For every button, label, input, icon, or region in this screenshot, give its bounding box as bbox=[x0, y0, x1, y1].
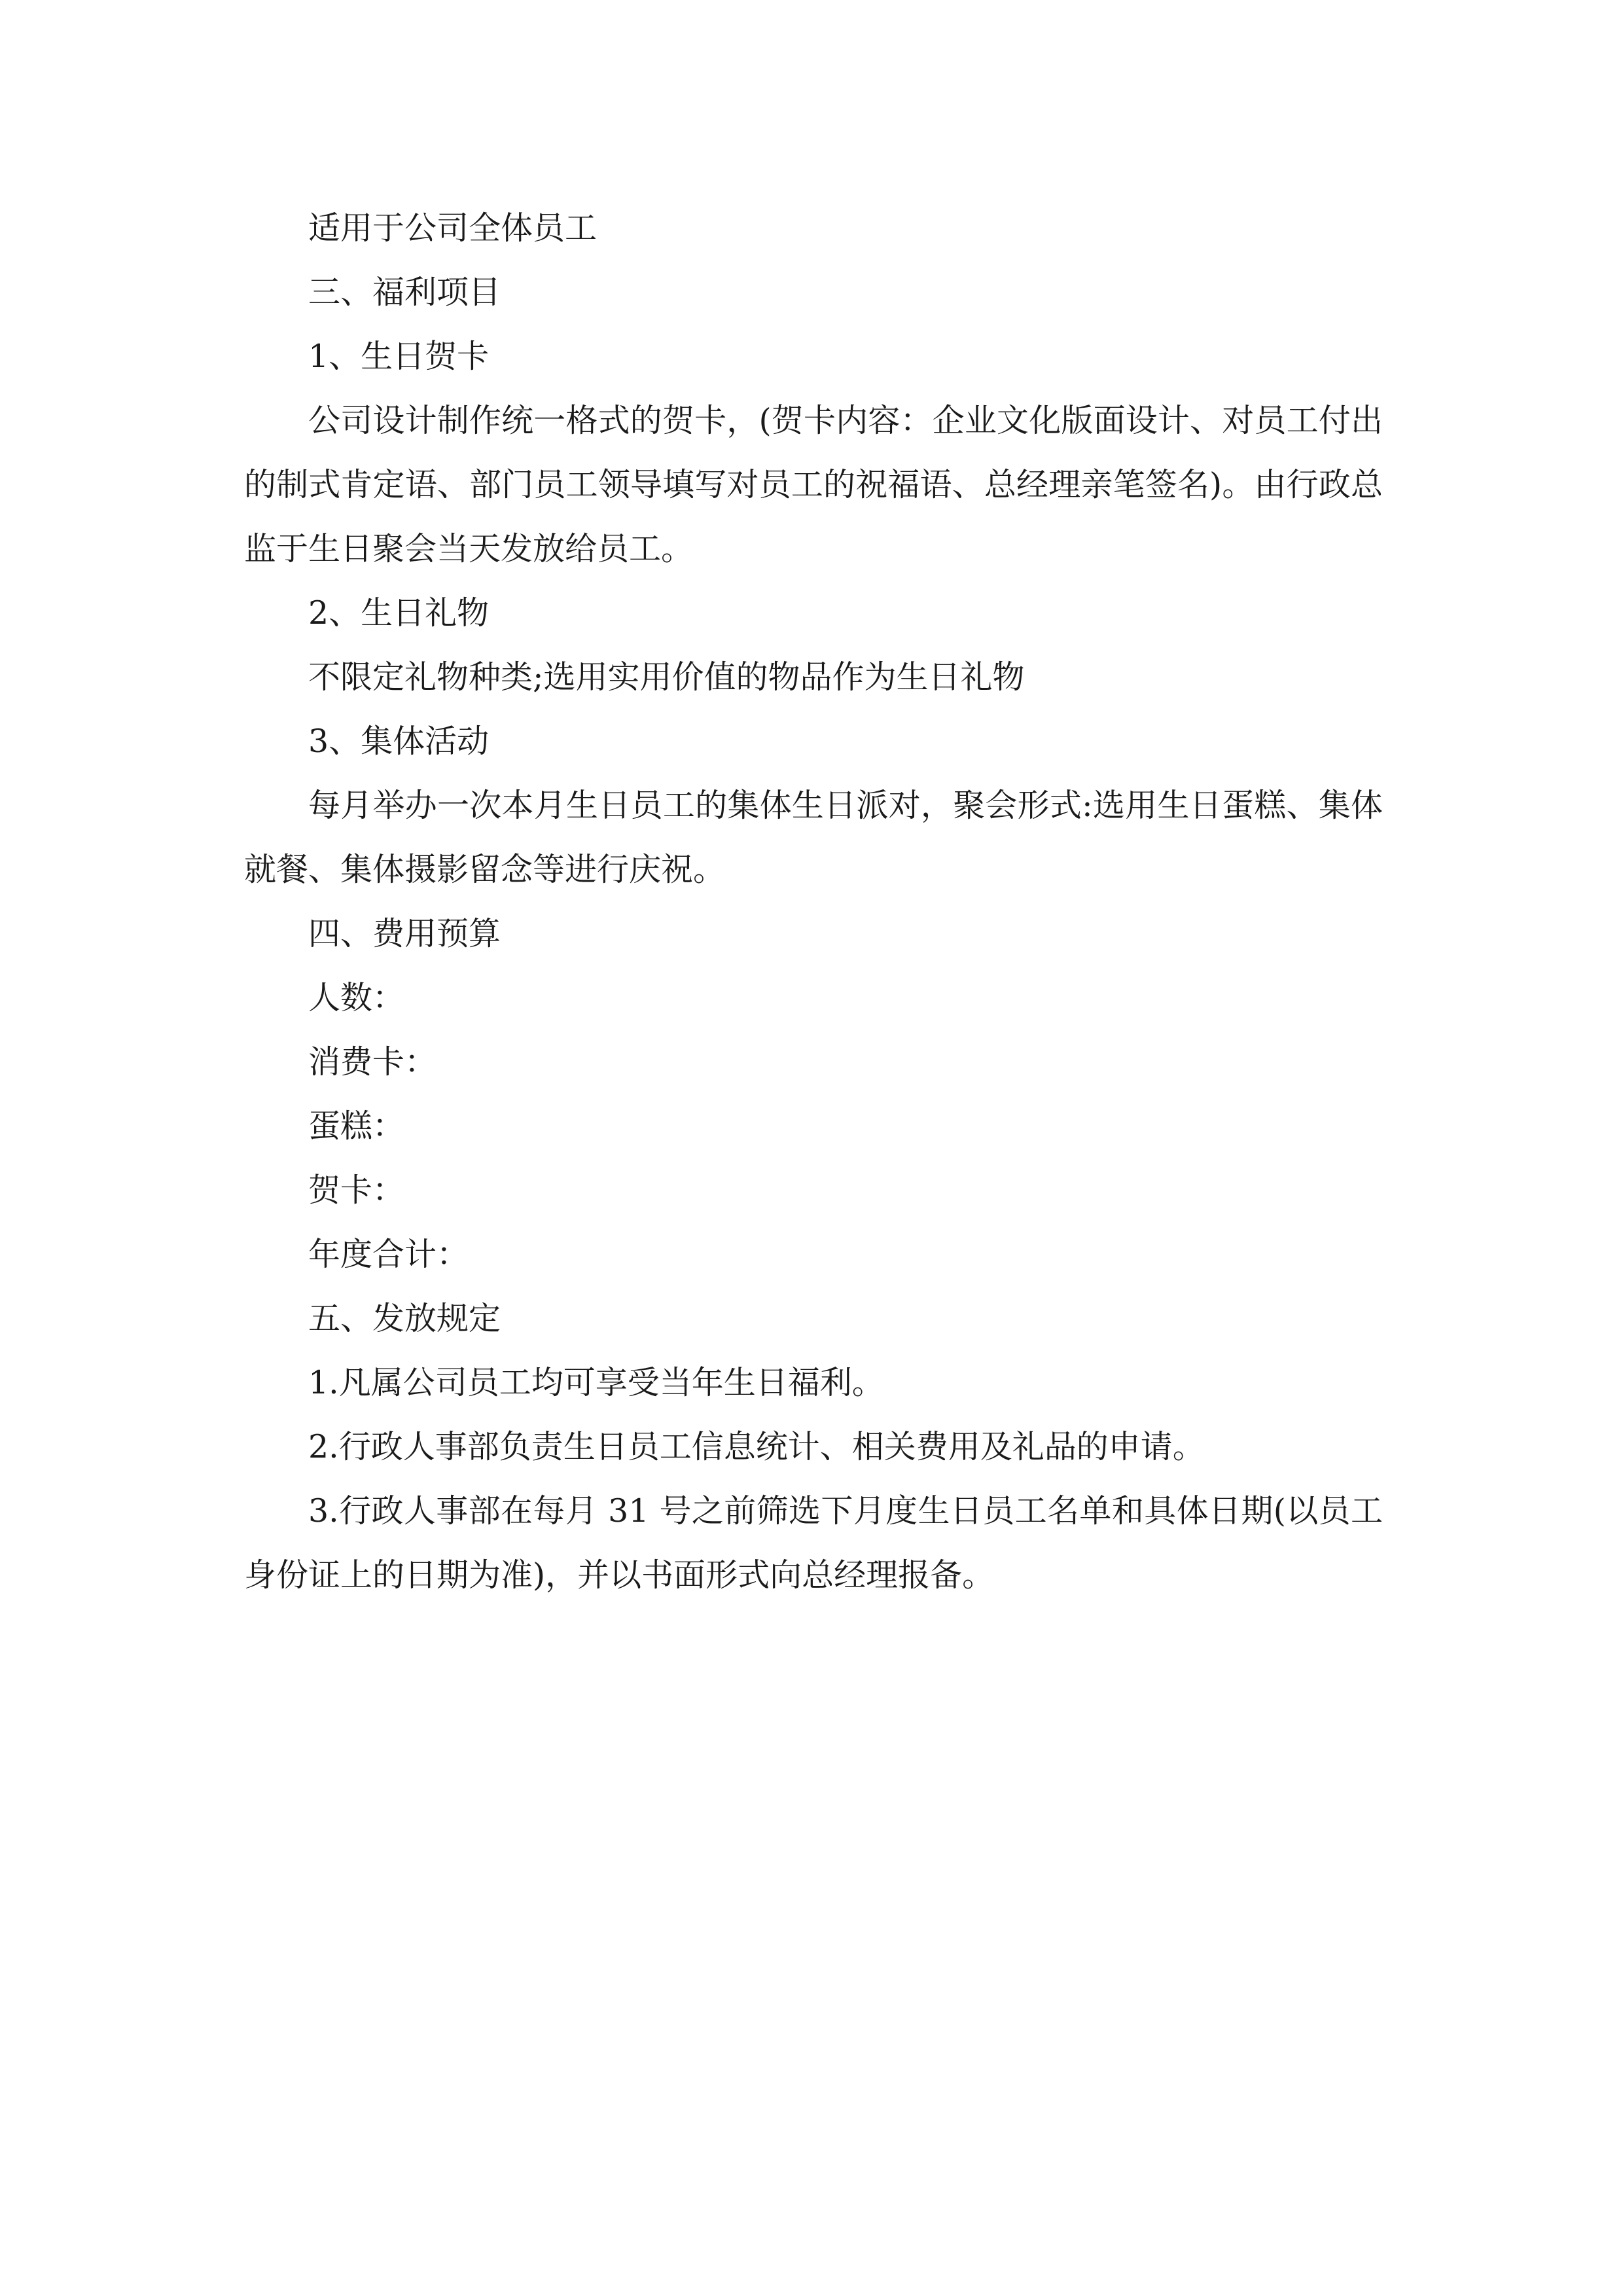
rule-1: 1.凡属公司员工均可享受当年生日福利。 bbox=[308, 1364, 884, 1401]
item-heading-group-activity: 3、集体活动 bbox=[308, 723, 490, 760]
section-heading-benefits: 三、福利项目 bbox=[308, 274, 501, 311]
budget-gift-card: 消费卡： bbox=[308, 1043, 437, 1081]
birthday-gift-description: 不限定礼物种类;选用实用价值的物品作为生日礼物 bbox=[308, 658, 1025, 696]
rule-3: 3.行政人事部在每月 31 号之前筛选下月度生日员工名单和具体日期(以员工身份证上的日期为准)，并以书面形式向总经理报备。 bbox=[244, 1492, 1383, 1594]
section-heading-budget: 四、费用预算 bbox=[308, 915, 501, 952]
budget-cake: 蛋糕： bbox=[308, 1107, 405, 1145]
item-heading-birthday-gift: 2、生日礼物 bbox=[308, 594, 490, 632]
birthday-card-description: 公司设计制作统一格式的贺卡，(贺卡内容：企业文化版面设计、对员工付出的制式肯定语、部门员工领导填写对员工的祝福语、总经理亲笔签名)。由行政总监于生日聚会当天发放给员工。 bbox=[244, 402, 1383, 567]
item-heading-birthday-card: 1、生日贺卡 bbox=[308, 338, 490, 375]
budget-annual-total: 年度合计： bbox=[308, 1236, 469, 1273]
document-body bbox=[244, 196, 1383, 1607]
budget-headcount: 人数： bbox=[308, 979, 405, 1016]
rule-2: 2.行政人事部负责生日员工信息统计、相关费用及礼品的申请。 bbox=[308, 1428, 1205, 1465]
budget-greeting-card: 贺卡： bbox=[308, 1172, 405, 1209]
section-heading-rules: 五、发放规定 bbox=[308, 1300, 501, 1337]
scope-line: 适用于公司全体员工 bbox=[308, 209, 597, 247]
group-activity-description: 每月举办一次本月生日员工的集体生日派对，聚会形式:选用生日蛋糕、集体就餐、集体摄影留念等进行庆祝。 bbox=[244, 787, 1383, 888]
